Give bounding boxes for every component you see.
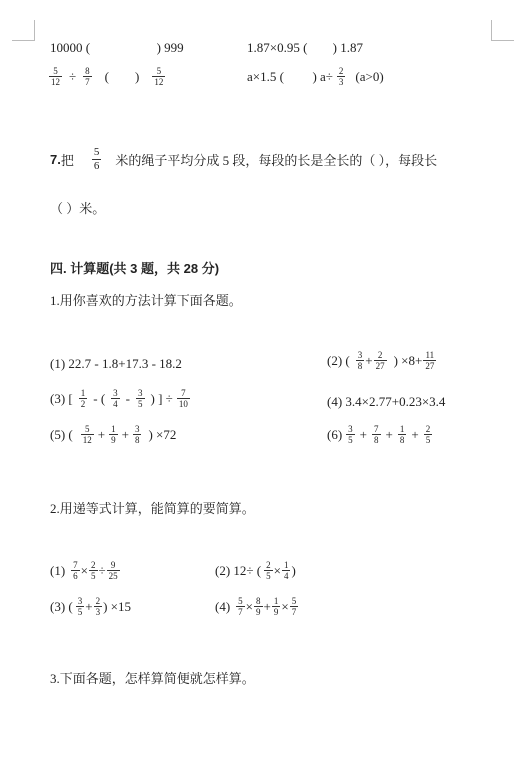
denominator: 6	[93, 160, 100, 172]
denominator: 7	[85, 77, 90, 87]
numerator: 7	[73, 560, 78, 570]
fraction	[152, 66, 165, 87]
text: (6)	[327, 426, 343, 442]
fraction	[133, 424, 142, 445]
numerator: 9	[110, 560, 116, 570]
fraction	[236, 596, 245, 617]
numerator: 1	[80, 388, 86, 398]
q2-item-4	[215, 596, 299, 617]
denominator: 5	[138, 399, 143, 409]
denominator: 10	[178, 399, 188, 409]
text: 1.用你喜欢的方法计算下面各题。	[50, 293, 242, 308]
fraction	[49, 66, 62, 87]
numerator: 2	[91, 560, 96, 570]
q2-title	[50, 498, 255, 517]
text: 2.用递等式计算，能简算的要简算。	[50, 501, 255, 516]
fraction	[136, 388, 145, 409]
times-sign: ×	[245, 598, 254, 614]
q2-item-1	[50, 560, 121, 581]
fraction	[254, 596, 263, 617]
numerator: 8	[256, 596, 261, 606]
numerator: 5	[291, 596, 297, 606]
numerator: 3	[357, 350, 363, 360]
q1-item-2	[327, 350, 437, 371]
fraction	[272, 596, 281, 617]
denominator: 9	[273, 607, 279, 617]
numerator: 2	[377, 350, 383, 360]
crop-mark-right	[491, 20, 514, 41]
blank: ( )	[104, 68, 140, 84]
compare-row-1-left	[50, 40, 184, 56]
plus-sign: +	[359, 426, 368, 442]
text: )	[291, 562, 296, 578]
fraction	[71, 560, 80, 581]
denominator: 5	[91, 571, 96, 581]
numerator: 1	[399, 424, 405, 434]
fraction	[264, 560, 273, 581]
minus-sign: -	[125, 390, 131, 406]
numerator: 1	[273, 596, 279, 606]
text: （ ）米。	[50, 201, 106, 216]
numerator: 3	[348, 424, 353, 434]
times-sign: ×	[281, 598, 289, 614]
q1-item-1: (1) 22.7 - 1.8+17.3 - 18.2	[50, 356, 182, 371]
numerator: 5	[93, 146, 100, 158]
plus-sign: +	[365, 352, 373, 368]
text: 10000 (	[50, 40, 94, 55]
text: 米的绳子平均分成 5 段，每段的长是全长的（ ），每段长	[115, 153, 438, 168]
numerator: 7	[374, 424, 379, 434]
times-sign: ×	[273, 562, 281, 578]
q2-item-2	[215, 560, 296, 581]
denominator: 8	[134, 435, 140, 445]
denominator: 5	[425, 435, 431, 445]
crop-mark-left	[12, 20, 35, 41]
divide-sign: ÷	[69, 68, 77, 84]
numerator: 8	[85, 66, 90, 76]
text: (5) (	[50, 426, 73, 442]
denominator: 8	[357, 361, 363, 371]
q1-item-5	[50, 424, 176, 445]
text: (2) (	[327, 352, 350, 368]
fraction	[374, 350, 387, 371]
plus-sign: +	[121, 426, 129, 442]
fraction	[346, 424, 355, 445]
compare-row-2-left	[48, 66, 166, 87]
numerator: 5	[238, 596, 243, 606]
numerator: 3	[134, 424, 140, 434]
condition: (a>0)	[355, 68, 384, 84]
numerator: 3	[77, 596, 83, 606]
q1-item-4: (4) 3.4×2.77+0.23×3.4	[327, 394, 446, 409]
fraction	[109, 424, 118, 445]
denominator: 12	[51, 77, 60, 87]
q1-item-3	[50, 388, 191, 409]
numerator: 2	[425, 424, 431, 434]
fraction	[372, 424, 381, 445]
fraction	[424, 424, 433, 445]
numerator: 1	[283, 560, 289, 570]
denominator: 27	[425, 361, 435, 371]
numerator: 1	[111, 424, 116, 434]
fraction	[79, 388, 88, 409]
question-number: 7.	[50, 152, 61, 167]
plus-sign: +	[263, 598, 271, 614]
q1-title	[50, 290, 242, 309]
times-sign: ×	[80, 562, 89, 578]
text: (4)	[215, 598, 231, 614]
numerator: 11	[425, 350, 435, 360]
fraction	[337, 66, 346, 87]
plus-sign: +	[411, 426, 419, 442]
denominator: 6	[73, 571, 78, 581]
text: (2) 12÷ (	[215, 562, 262, 578]
denominator: 8	[374, 435, 379, 445]
denominator: 8	[399, 435, 405, 445]
denominator: 4	[113, 399, 118, 409]
text: ) 999	[153, 40, 184, 55]
q3-title	[50, 668, 255, 687]
section-title: 四. 计算题(共 3 题，共 28 分)	[50, 261, 220, 276]
fraction	[76, 596, 85, 617]
numerator: 3	[113, 388, 118, 398]
text: 3.下面各题，怎样算简便就怎样算。	[50, 671, 255, 686]
text: ) 1.87	[329, 40, 364, 55]
denominator: 2	[80, 399, 86, 409]
denominator: 5	[266, 571, 271, 581]
text: ) ] ÷	[150, 390, 173, 406]
denominator: 7	[238, 607, 243, 617]
fraction	[107, 560, 120, 581]
fraction	[83, 66, 92, 87]
plus-sign: +	[85, 598, 93, 614]
denominator: 3	[338, 77, 344, 87]
q2-item-3	[50, 596, 131, 617]
fraction	[290, 596, 299, 617]
numerator: 7	[181, 388, 186, 398]
text: ) ×72	[148, 426, 177, 442]
text: 把	[60, 153, 74, 168]
divide-sign: ÷	[98, 562, 106, 578]
denominator: 5	[77, 607, 83, 617]
plus-sign: +	[385, 426, 393, 442]
fraction	[111, 388, 120, 409]
text: (3) (	[50, 598, 73, 614]
fraction	[177, 388, 190, 409]
denominator: 27	[375, 361, 385, 371]
fraction	[81, 424, 94, 445]
fraction	[282, 560, 291, 581]
denominator: 9	[111, 435, 116, 445]
numerator: 5	[85, 424, 90, 434]
fraction	[94, 596, 103, 617]
fraction	[89, 560, 98, 581]
numerator: 3	[138, 388, 143, 398]
q1-item-6	[327, 424, 433, 445]
denominator: 3	[95, 607, 101, 617]
text: a×1.5 (	[247, 68, 284, 84]
compare-row-2-right	[247, 66, 384, 87]
text: (1)	[50, 562, 66, 578]
text: 1.87×0.95 (	[247, 40, 308, 55]
text: - (	[93, 390, 106, 406]
text: ) ×15	[103, 598, 132, 614]
plus-sign: +	[97, 426, 106, 442]
numerator: 2	[266, 560, 271, 570]
fraction	[423, 350, 436, 371]
denominator: 12	[82, 435, 92, 445]
denominator: 9	[256, 607, 261, 617]
question-7	[50, 146, 437, 173]
text: ) ×8+	[393, 352, 423, 368]
denominator: 12	[154, 77, 164, 87]
text: (3) [	[50, 390, 73, 406]
text: ) a÷	[305, 68, 333, 84]
numerator: 5	[156, 66, 162, 76]
fraction	[398, 424, 407, 445]
numerator: 2	[338, 66, 344, 76]
question-7-line-2	[50, 198, 105, 217]
numerator: 5	[53, 66, 58, 76]
fraction	[92, 146, 102, 173]
compare-row-1-right	[247, 40, 363, 56]
numerator: 2	[95, 596, 101, 606]
fraction	[356, 350, 365, 371]
denominator: 4	[283, 571, 289, 581]
denominator: 5	[348, 435, 353, 445]
denominator: 7	[291, 607, 297, 617]
denominator: 25	[108, 571, 118, 581]
